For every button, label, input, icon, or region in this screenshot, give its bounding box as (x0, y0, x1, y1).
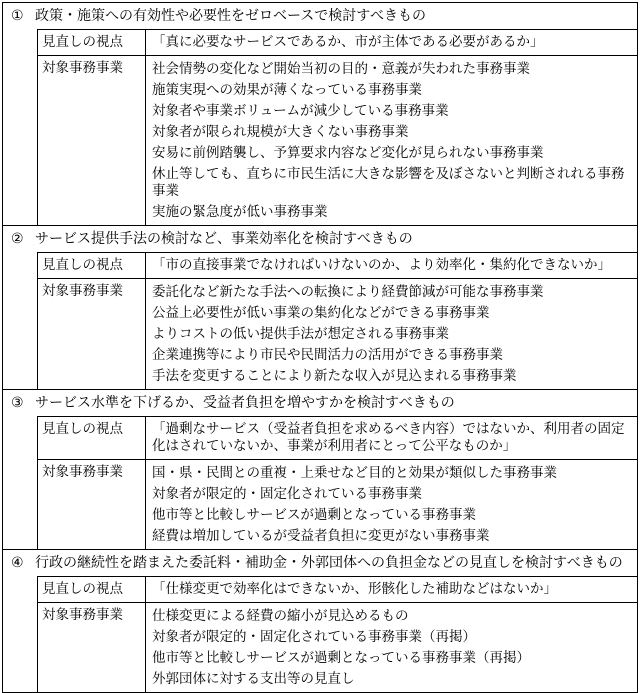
review-row (37, 576, 637, 602)
target-item: 対象者が限定的・固定化されている事務事業（再掲） (152, 628, 476, 645)
section-number: ③ (11, 395, 24, 411)
review-row (37, 416, 637, 459)
review-text: 「過剰なサービス（受益者負担を求めるべき内容）ではないか、利用者の固定化はされていないか、事業が利用者にとって公平なものか」 (152, 421, 625, 454)
section-heading (3, 3, 637, 29)
target-item: 実施の緊急度が低い事務事業 (152, 203, 328, 220)
review-label: 見直しの視点 (38, 30, 146, 55)
section-heading (3, 549, 637, 576)
targets-row (37, 55, 637, 225)
review-label: 見直しの視点 (38, 417, 146, 459)
section-title: サービス提供手法の検討など、事業効率化を検討すべきもの (35, 231, 413, 247)
target-item: 他市等と比較しサービスが過剰となっている事務事業（再掲） (152, 649, 530, 666)
target-item: 国・県・民間との重複・上乗せなど目的と効果が類似した事務事業 (152, 464, 557, 481)
review-row (37, 252, 637, 278)
section-number: ② (11, 231, 24, 247)
targets-list (146, 279, 637, 389)
target-item: 社会情勢の変化など開始当初の目的・意義が失われた事務事業 (152, 60, 530, 77)
target-item: 外郭団体に対する支出等の見直し (152, 670, 355, 687)
section-title: サービス水準を下げるか、受益者負担を増やすかを検討すべきもの (35, 395, 455, 411)
target-item: 休止等しても、直ちに市民生活に大きな影響を及ぼさないと判断されれる事務事業 (152, 165, 625, 199)
target-item: 対象者が限定的・固定化されている事務事業 (152, 485, 422, 502)
targets-list (146, 603, 637, 692)
section-number: ④ (11, 555, 24, 571)
targets-label: 対象事務事業 (38, 279, 146, 389)
review-label: 見直しの視点 (38, 577, 146, 602)
review-label: 見直しの視点 (38, 253, 146, 278)
target-item: 公益上必要性が低い事業の集約化などができる事務事業 (152, 304, 490, 321)
target-item: 委託化など新たな手法への転換により経費節減が可能な事務事業 (152, 283, 544, 300)
review-text: 「市の直接事業でなければいけないのか、より効率化・集約化できないか」 (152, 257, 611, 273)
target-item: 手法を変更することにより新たな収入が見込まれる事務事業 (152, 367, 517, 384)
targets-list (146, 460, 637, 549)
section-title: 政策・施策への有効性や必要性をゼロベースで検討すべきもの (35, 8, 427, 24)
review-row (37, 29, 637, 55)
target-item: 安易に前例踏襲し、予算要求内容など変化が見られない事務事業 (152, 144, 544, 161)
target-item: 対象者が限られ規模が大きくない事務事業 (152, 123, 409, 140)
target-item: 施策実現への効果が薄くなっている事務事業 (152, 81, 422, 98)
target-item: 対象者や事業ボリュームが減少している事務事業 (152, 102, 449, 119)
targets-row (37, 278, 637, 389)
section-heading (3, 225, 637, 252)
target-item: 仕様変更による経費の縮小が見込めるもの (152, 607, 409, 624)
review-text: 「仕様変更で効率化はできないか、形骸化した補助などはないか」 (152, 581, 557, 597)
review-text: 「真に必要なサービスであるか、市が主体である必要があるか」 (152, 34, 544, 50)
section-number: ① (11, 8, 24, 24)
targets-label: 対象事務事業 (38, 460, 146, 549)
target-item: よりコストの低い提供手法が想定される事務事業 (152, 325, 449, 342)
section-heading (3, 389, 637, 416)
target-item: 経費は増加しているが受益者負担に変更がない事務事業 (152, 527, 490, 544)
section-title: 行政の継続性を踏まえた委託料・補助金・外郭団体への負担金などの見直しを検討すべきもの (35, 555, 623, 571)
targets-label: 対象事務事業 (38, 56, 146, 225)
review-criteria-table (2, 2, 638, 693)
target-item: 企業連携等により市民や民間活力の活用ができる事務事業 (152, 346, 503, 363)
targets-label: 対象事務事業 (38, 603, 146, 692)
targets-row (37, 602, 637, 692)
targets-row (37, 459, 637, 549)
target-item: 他市等と比較しサービスが過剰となっている事務事業 (152, 506, 476, 523)
targets-list (146, 56, 637, 225)
